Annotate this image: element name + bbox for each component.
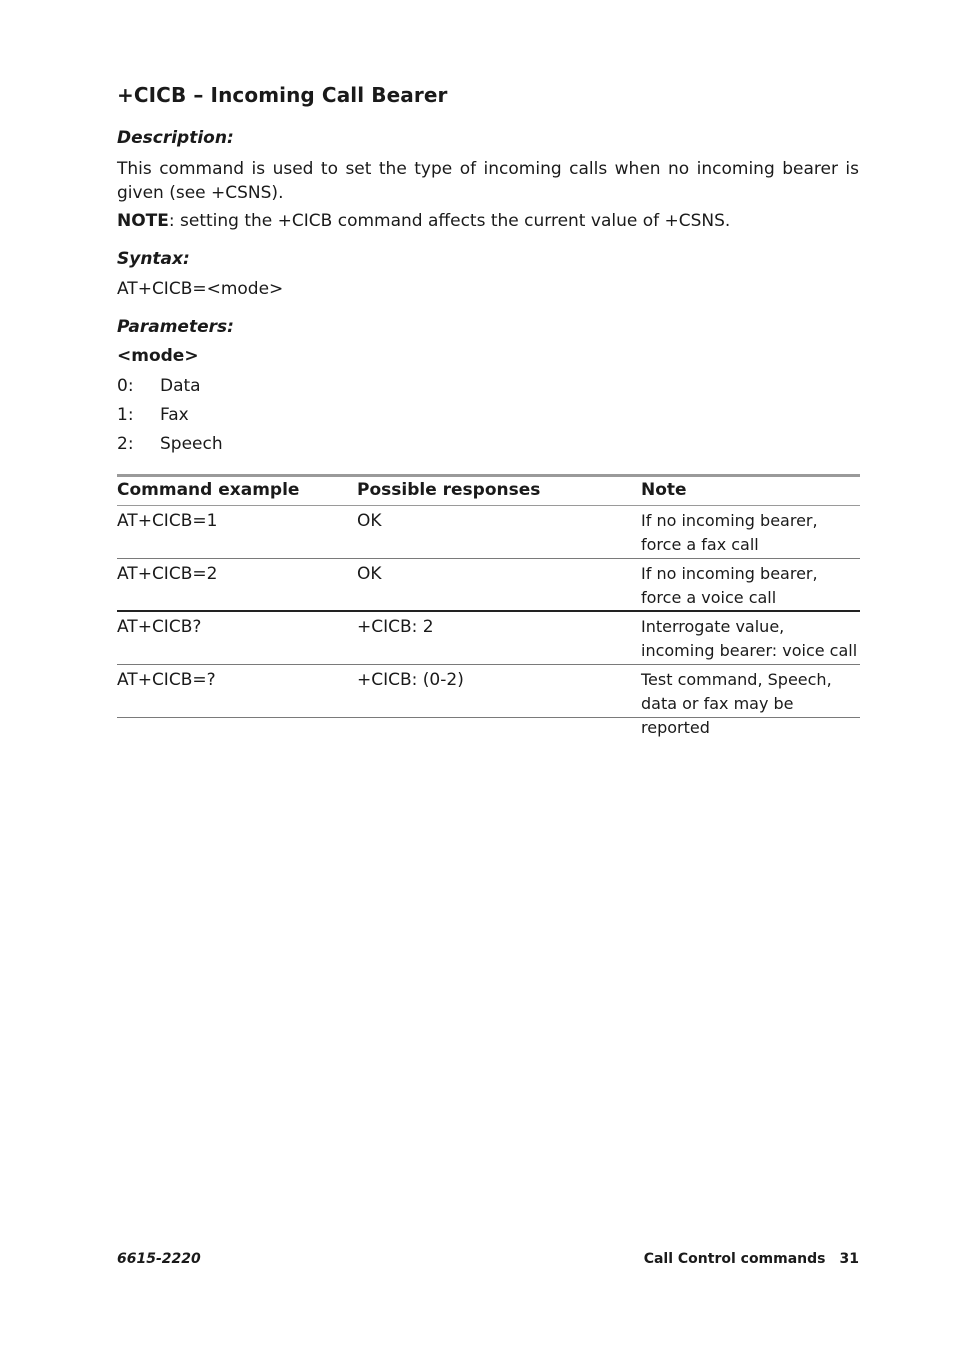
table-row (117, 506, 860, 559)
parameter-value-label: Speech (160, 434, 223, 454)
parameter-name: <mode> (117, 346, 199, 366)
table-row (117, 559, 860, 612)
column-header-note: Note (641, 480, 687, 500)
page-number: 31 (839, 1251, 859, 1267)
footer-doc-number: 6615-2220 (117, 1251, 201, 1267)
table-row (117, 612, 860, 665)
note-cell: Interrogate value, incoming bearer: voice call (641, 617, 858, 660)
note-label: NOTE (117, 211, 169, 231)
parameter-value-number: 1: (117, 405, 134, 425)
note-cell: If no incoming bearer, force a fax call (641, 511, 818, 554)
footer-section (644, 1251, 859, 1267)
command-cell: AT+CICB=? (117, 670, 216, 690)
footer-section-title: Call Control commands (643, 1251, 826, 1267)
table-row (117, 665, 860, 737)
command-cell: AT+CICB=2 (117, 564, 218, 584)
note-paragraph (117, 209, 859, 233)
syntax-text: AT+CICB=<mode> (117, 279, 284, 299)
column-header-command: Command example (117, 480, 300, 500)
response-cell: OK (357, 564, 382, 584)
document-page (117, 0, 859, 1350)
parameter-value-label: Fax (160, 405, 189, 425)
parameter-value-number: 0: (117, 376, 134, 396)
command-table (117, 474, 860, 737)
response-cell: +CICB: 2 (357, 617, 434, 637)
note-text: : setting the +CICB command affects the current value of +CSNS. (168, 211, 731, 231)
response-cell: OK (357, 511, 382, 531)
page-title: +CICB – Incoming Call Bearer (117, 83, 448, 107)
command-cell: AT+CICB? (117, 617, 202, 637)
parameter-value-row (117, 405, 417, 429)
table-header-row (117, 474, 860, 506)
parameter-value-number: 2: (117, 434, 134, 454)
parameter-value-row (117, 434, 417, 458)
parameter-value-row (117, 376, 417, 400)
syntax-label: Syntax: (117, 249, 190, 269)
note-cell: Test command, Speech, data or fax may be reported (641, 670, 832, 737)
response-cell: +CICB: (0-2) (357, 670, 464, 690)
description-label: Description: (117, 128, 234, 148)
description-text: This command is used to set the type of incoming calls when no incoming bearer is given (see +CSNS). (117, 159, 859, 203)
command-cell: AT+CICB=1 (117, 511, 218, 531)
parameters-label: Parameters: (117, 317, 234, 337)
note-cell: If no incoming bearer, force a voice call (641, 564, 818, 607)
column-header-responses: Possible responses (357, 480, 541, 500)
parameter-value-label: Data (160, 376, 201, 396)
